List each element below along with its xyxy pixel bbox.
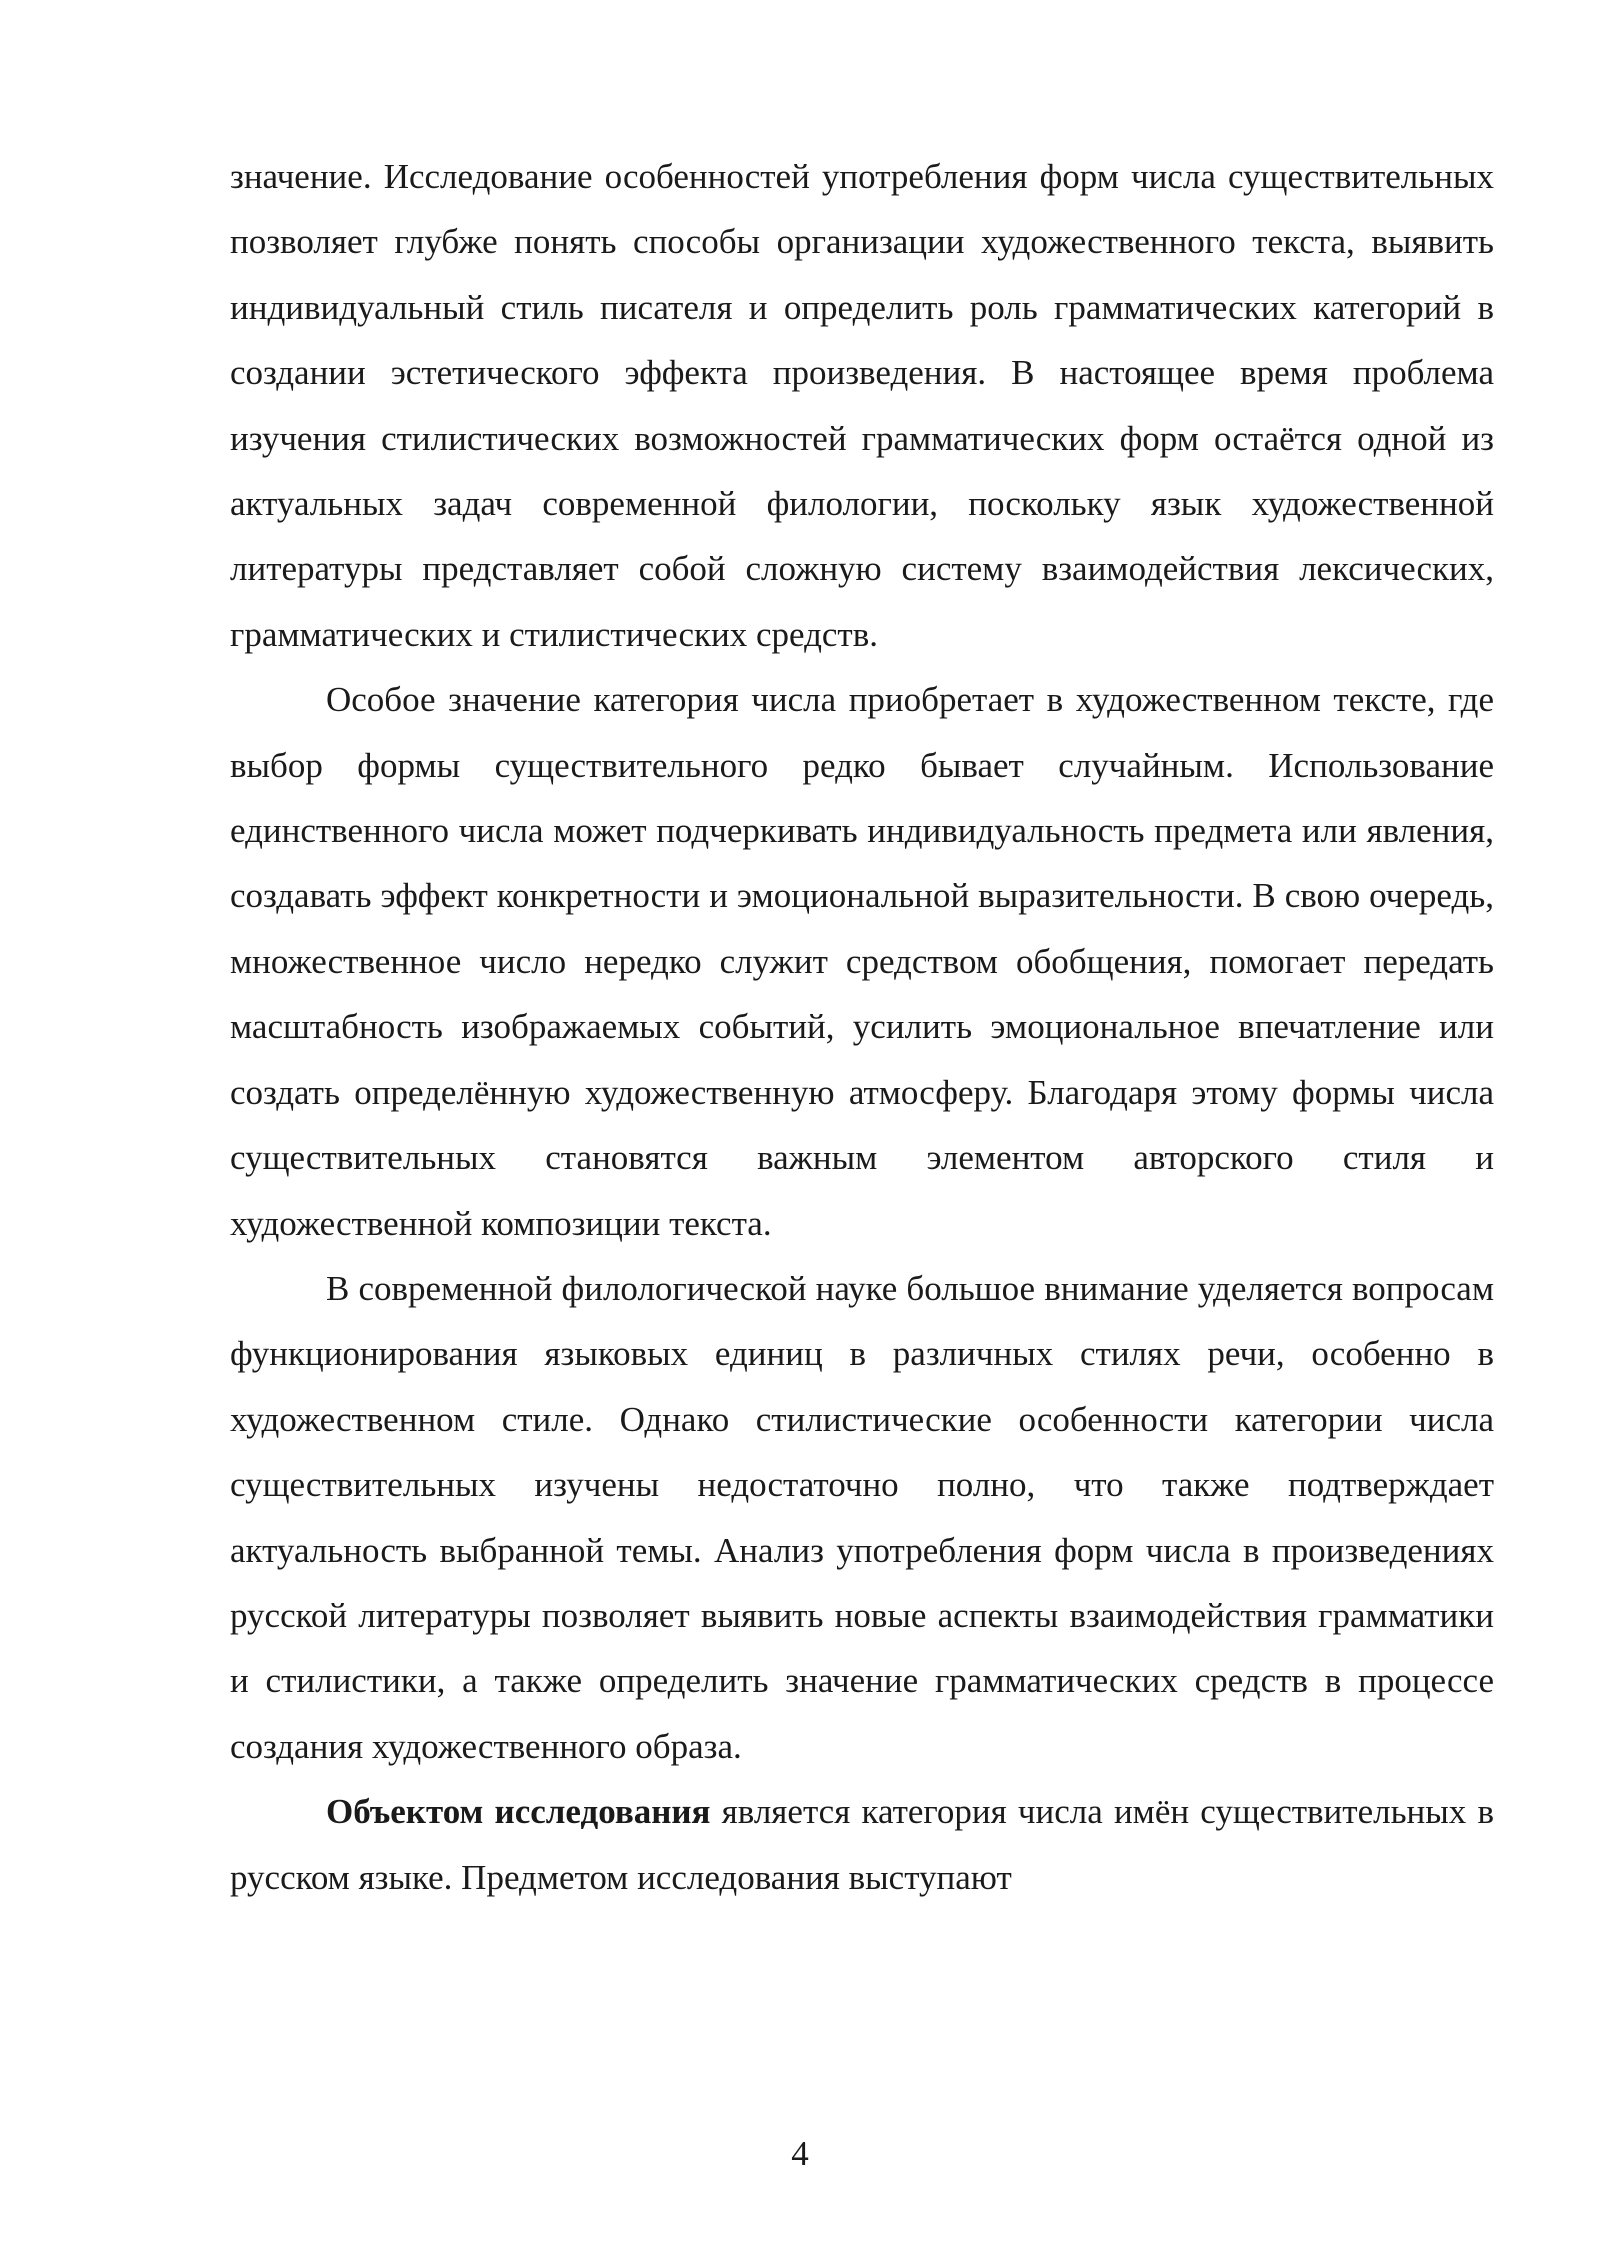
paragraph-2	[230, 667, 1494, 1256]
paragraph-1	[230, 144, 1494, 667]
paragraph-1-text: значение. Исследование особенностей употребления форм числа существительных позволяет глубже понять способы организации художественного текста, выявить индивидуальный стиль писателя и определить роль грамматических категорий в создании эстетического эффекта произведения. В настоящее время проблема изучения стилистических возможностей грамматических форм остаётся одной из актуальных задач современной филологии, поскольку язык художественной литературы представляет собой сложную систему взаимодействия лексических, грамматических и стилистических средств.	[230, 157, 1494, 654]
object-of-research-term: Объектом исследования	[326, 1792, 711, 1832]
paragraph-2-text: Особое значение категория числа приобретает в художественном тексте, где выбор формы существительного редко бывает случайным. Использование единственного числа может подчеркивать индивидуальность предмета или явления, создавать эффект конкретности и эмоциональной выразительности. В свою очередь, множественное число нередко служит средством обобщения, помогает передать масштабность изображаемых событий, усилить эмоциональное впечатление или создать определённую художественную атмосферу. Благодаря этому формы числа существительных становятся важным элементом авторского стиля и художественной композиции текста.	[230, 680, 1494, 1243]
paragraph-3-text: В современной филологической науке большое внимание уделяется вопросам функционирования языковых единиц в различных стилях речи, особенно в художественном стиле. Однако стилистические особенности категории числа существительных изучены недостаточно полно, что также подтверждает актуальность выбранной темы. Анализ употребления форм числа в произведениях русской литературы позволяет выявить новые аспекты взаимодействия грамматики и стилистики, а также определить значение грамматических средств в процессе создания художественного образа.	[230, 1268, 1494, 1766]
document-body	[230, 144, 1494, 1910]
paragraph-4	[230, 1779, 1494, 1910]
paragraph-3	[230, 1256, 1494, 1779]
page-number: 4	[791, 2134, 809, 2173]
paragraph-4-text: является категория числа имён существительных в русском языке. Предметом исследования выступают	[230, 1792, 1494, 1897]
